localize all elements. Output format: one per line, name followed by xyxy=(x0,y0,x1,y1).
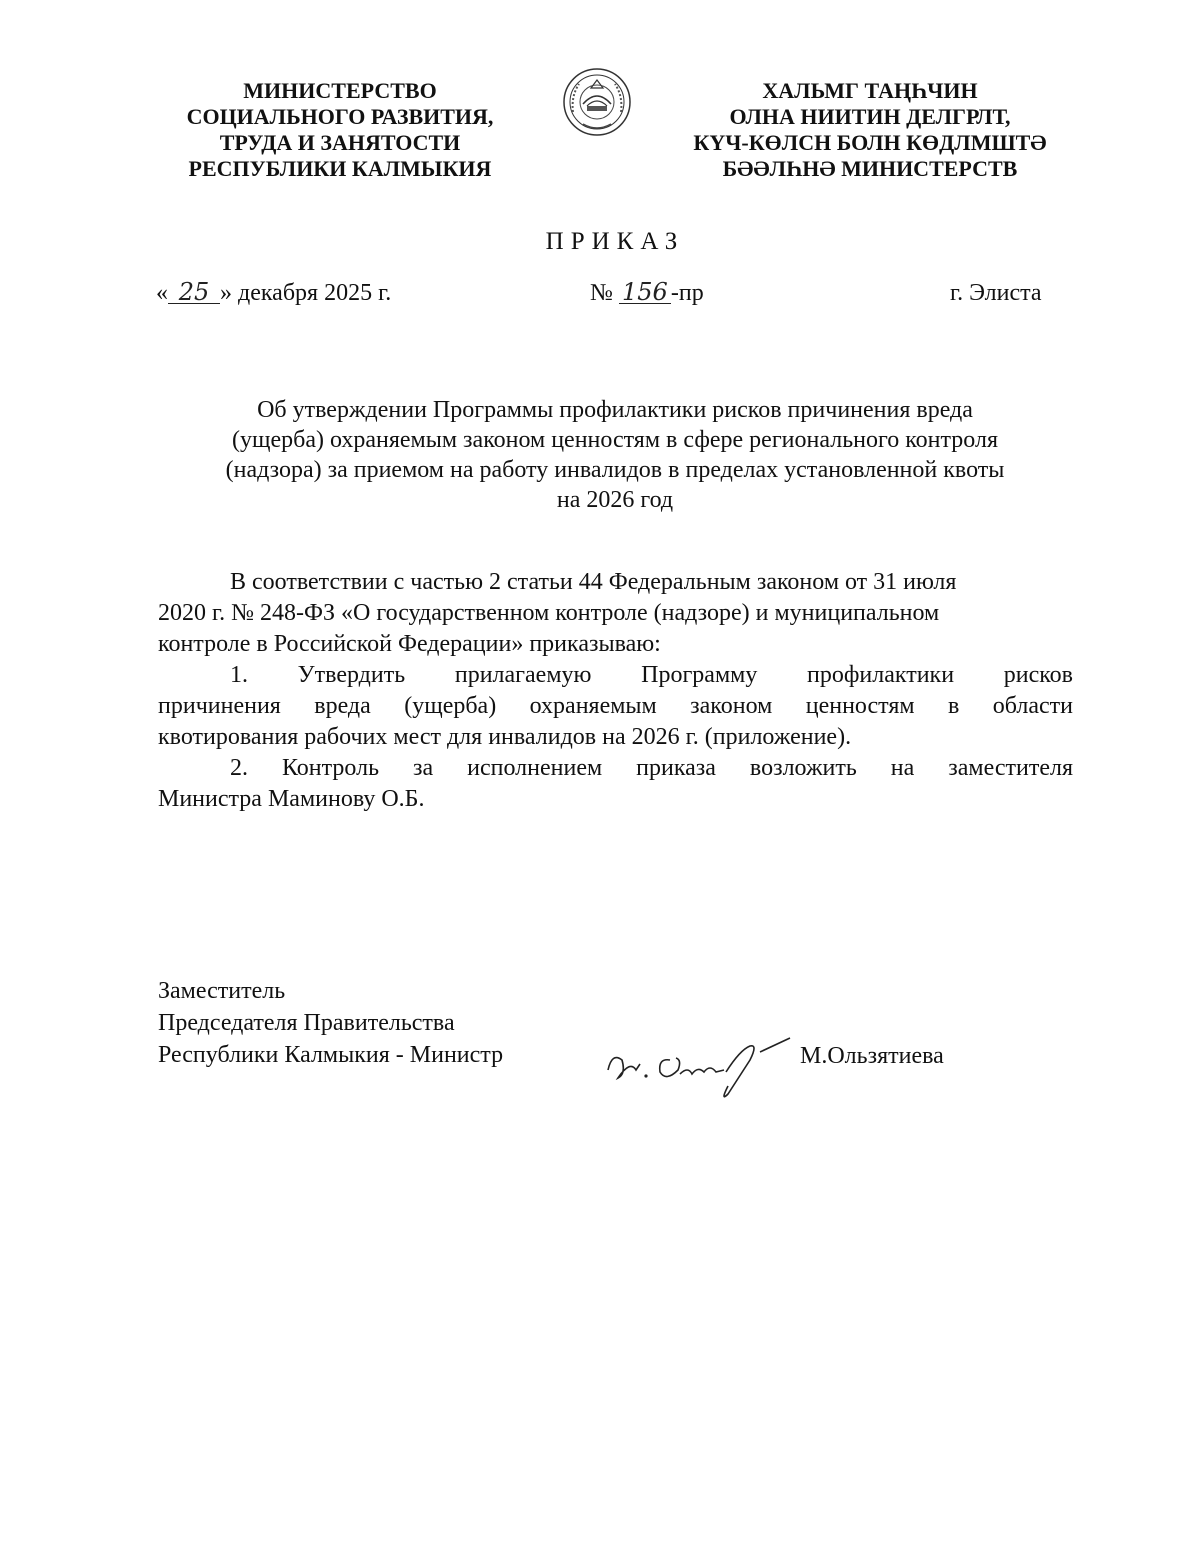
signatory-position xyxy=(158,975,503,1071)
subject-line: Об утверждении Программы профилактики рисков причинения вреда xyxy=(257,397,973,423)
item-2-line: 2. Контроль за исполнением приказа возложить на заместителя xyxy=(230,755,1073,781)
ministry-name-line: ХАЛЬМГ ТАҢҺЧИН xyxy=(762,78,978,103)
document-title: ПРИКАЗ xyxy=(545,228,685,255)
ministry-name-line: СОЦИАЛЬНОГО РАЗВИТИЯ, xyxy=(186,104,494,129)
item-2-line: Министра Маминову О.Б. xyxy=(158,786,425,812)
subject-line: (надзора) за приемом на работу инвалидов в пределах установленной квоты xyxy=(225,457,1005,483)
order-date xyxy=(156,280,391,307)
ministry-name-line: ОЛНА НИИТИН ДЕЛГРЛТ, xyxy=(729,104,1011,129)
number-handwritten: 156 xyxy=(619,281,671,304)
item-1-line: причинения вреда (ущерба) охраняемым законом ценностям в области xyxy=(158,693,1073,719)
date-rest: » декабря 2025 г. xyxy=(220,280,392,306)
order-number xyxy=(590,280,704,307)
preamble-line: контроле в Российской Федерации» приказываю: xyxy=(158,631,661,657)
subject-line: на 2026 год xyxy=(556,487,674,513)
order-city: г. Элиста xyxy=(950,280,1042,306)
ministry-name-kalmyk xyxy=(660,78,1080,182)
ministry-name-russian xyxy=(150,78,530,182)
preamble-line: В соответствии с частью 2 статьи 44 Федеральным законом от 31 июля xyxy=(230,569,957,595)
handwritten-signature-icon xyxy=(600,1030,800,1100)
kalmykia-emblem-icon xyxy=(561,66,633,138)
ministry-name-line: РЕСПУБЛИКИ КАЛМЫКИЯ xyxy=(188,156,492,181)
ministry-name-line: МИНИСТЕРСТВО xyxy=(243,78,437,103)
subject-line: (ущерба) охраняемым законом ценностям в сфере регионального контроля xyxy=(231,427,998,453)
position-line: Республики Калмыкия - Министр xyxy=(158,1042,504,1068)
number-prefix: № xyxy=(590,280,613,306)
order-body xyxy=(158,567,1073,815)
date-open-quote: « xyxy=(156,280,168,306)
date-day-handwritten: 25 xyxy=(168,281,220,304)
item-1-line: 1. Утвердить прилагаемую Программу профилактики рисков xyxy=(230,662,1073,688)
ministry-name-line: КҮЧ-КӨЛСН БОЛН КӨДЛМШТӘ xyxy=(693,130,1047,155)
ministry-name-line: ТРУДА И ЗАНЯТОСТИ xyxy=(219,130,461,155)
number-suffix: -пр xyxy=(670,280,704,306)
position-line: Председателя Правительства xyxy=(158,1010,455,1036)
order-subject xyxy=(150,395,1080,515)
preamble-line: 2020 г. № 248-ФЗ «О государственном контроле (надзоре) и муниципальном xyxy=(158,600,940,626)
position-line: Заместитель xyxy=(158,978,286,1004)
ministry-name-line: БӘӘЛҺНӘ МИНИСТЕРСТВ xyxy=(722,156,1018,181)
signer-name: М.Ользятиева xyxy=(800,1043,944,1069)
item-1-line: квотирования рабочих мест для инвалидов на 2026 г. (приложение). xyxy=(158,724,852,750)
